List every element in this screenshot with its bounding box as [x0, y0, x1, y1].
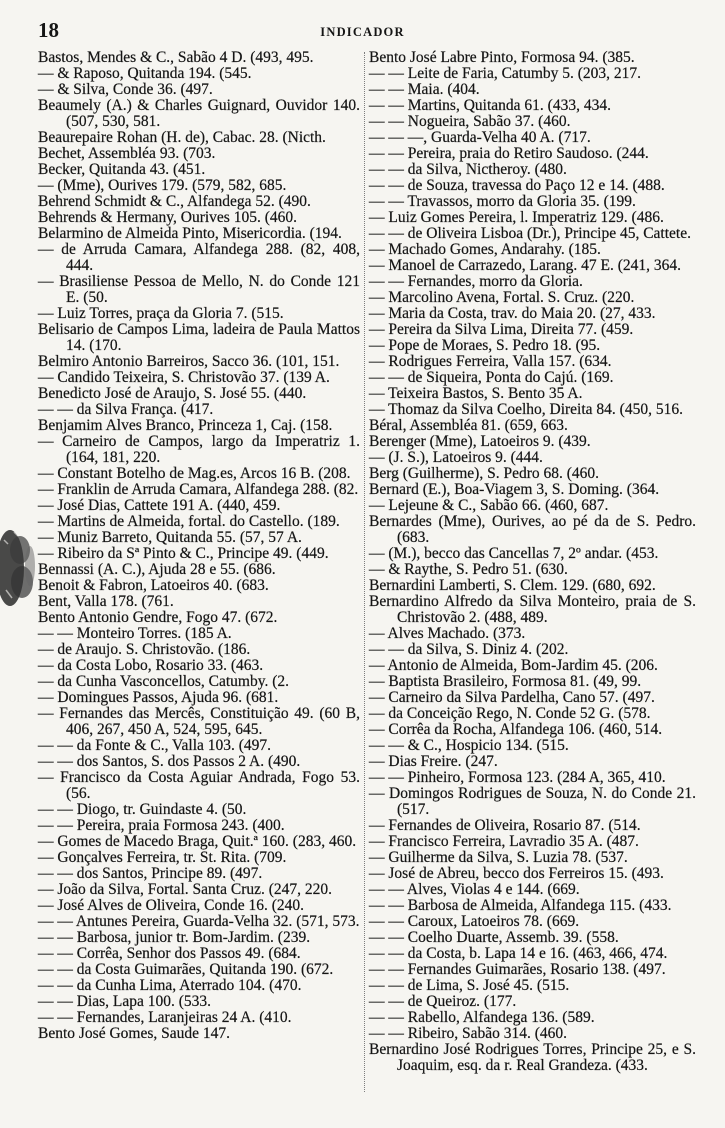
directory-entry: — — Nogueira, Sabão 37. (460. [369, 113, 571, 130]
directory-entry: — — Barbosa de Almeida, Alfandega 115. (433. [369, 897, 672, 914]
directory-entry: — Alves Machado. (373. [369, 625, 526, 642]
directory-entry: Behrends & Hermany, Ourives 105. (460. [38, 209, 297, 226]
directory-entry: — Rodrigues Ferreira, Valla 157. (634. [369, 353, 612, 370]
directory-entry: — Dias Freire. (247. [369, 753, 498, 770]
directory-entry: Bento José Gomes, Saude 147. [38, 1025, 231, 1042]
directory-entry: — — de Oliveira Lisboa (Dr.), Principe 45, Cattete. [369, 225, 691, 242]
directory-entry: — Franklin de Arruda Camara, Alfandega 288. (82. [38, 481, 359, 498]
directory-entry: Benjamim Alves Branco, Princeza 1, Caj. (158. [38, 417, 333, 434]
directory-entry: — — Fernandes Guimarães, Rosario 138. (497. [369, 961, 666, 978]
directory-entry: — — da Fonte & C., Valla 103. (497. [38, 737, 272, 754]
directory-entry: — da Costa Lobo, Rosario 33. (463. [38, 657, 264, 674]
directory-entry: — — Caroux, Latoeiros 78. (669. [369, 913, 580, 930]
column-right [369, 50, 696, 1074]
directory-entry: — — dos Santos, S. dos Passos 2 A. (490. [38, 753, 301, 770]
directory-entry: — — Pereira, praia Formosa 243. (400. [38, 817, 285, 834]
directory-entry: — Machado Gomes, Andarahy. (185. [369, 241, 601, 258]
directory-entry: Benedicto José de Araujo, S. José 55. (440. [38, 385, 307, 402]
directory-entry: — — Maia. (404. [369, 81, 480, 98]
directory-entry: — (Mme), Ourives 179. (579, 582, 685. [38, 177, 287, 194]
directory-entry: — Thomaz da Silva Coelho, Direita 84. (450, 516. [369, 401, 683, 418]
directory-entry: — Luiz Torres, praça da Gloria 7. (515. [38, 305, 284, 322]
directory-entry: — — Martins, Quitanda 61. (433, 434. [369, 97, 611, 114]
directory-entry: — da Conceição Rego, N. Conde 52 G. (578. [369, 705, 651, 722]
directory-entry: Bechet, Assembléa 93. (703. [38, 145, 216, 162]
directory-entry: — — da Silva, Nictheroy. (480. [369, 161, 567, 178]
directory-entry: — José de Abreu, becco dos Ferreiros 15. (493. [369, 865, 664, 882]
directory-entry: — Francisco da Costa Aguiar Andrada, Fogo 53. (56. [38, 769, 360, 802]
directory-entry: — Fernandes de Oliveira, Rosario 87. (514. [369, 817, 641, 834]
directory-entry: — José Dias, Cattete 191 A. (440, 459. [38, 497, 281, 514]
directory-entry: — Domingues Passos, Ajuda 96. (681. [38, 689, 279, 706]
directory-entry: — — —, Guarda-Velha 40 A. (717. [369, 129, 591, 146]
page-number: 18 [38, 18, 59, 42]
directory-entry: — Fernandes das Mercês, Constituição 49. (60 B, 406, 267, 450 A, 524, 595, 645. [38, 705, 360, 738]
directory-entry: — — & C., Hospicio 134. (515. [369, 737, 569, 754]
binding-stain [0, 520, 38, 615]
directory-entry: Becker, Quitanda 43. (451. [38, 161, 206, 178]
directory-entry: — Corrêa da Rocha, Alfandega 106. (460, 514. [369, 721, 663, 738]
directory-entry: — Carneiro da Silva Pardelha, Cano 57. (497. [369, 689, 655, 706]
directory-entry: — José Alves de Oliveira, Conde 16. (240. [38, 897, 305, 914]
directory-entry: — — Pereira, praia do Retiro Saudoso. (244. [369, 145, 649, 162]
directory-entry: — — Pinheiro, Formosa 123. (284 A, 365, 410. [369, 769, 666, 786]
directory-entry: — — Travassos, morro da Gloria 35. (199. [369, 193, 636, 210]
directory-entry: — (J. S.), Latoeiros 9. (444. [369, 449, 543, 466]
directory-entry: — — Dias, Lapa 100. (533. [38, 993, 212, 1010]
directory-entry: — Marcolino Avena, Fortal. S. Cruz. (220. [369, 289, 635, 306]
directory-entry: Benoit & Fabron, Latoeiros 40. (683. [38, 577, 269, 594]
directory-entry: — de Arruda Camara, Alfandega 288. (82, 408, 444. [38, 241, 360, 274]
directory-entry: — Constant Botelho de Mag.es, Arcos 16 B. (208. [38, 465, 351, 482]
directory-entry: — — da Cunha Lima, Aterrado 104. (470. [38, 977, 302, 994]
directory-entry: Belisario de Campos Lima, ladeira de Paula Mattos 14. (170. [38, 321, 360, 354]
directory-entry: — Gonçalves Ferreira, tr. St. Rita. (709. [38, 849, 287, 866]
directory-entry: Bernardes (Mme), Ourives, ao pé da de S. Pedro. (683. [369, 513, 696, 546]
directory-entry: — — de Lima, S. José 45. (515. [369, 977, 570, 994]
directory-entry: Bent, Valla 178. (761. [38, 593, 174, 610]
directory-entry: — Francisco Ferreira, Lavradio 35 A. (487. [369, 833, 639, 850]
directory-entry: — — de Souza, travessa do Paço 12 e 14. (488. [369, 177, 665, 194]
directory-entry: — Carneiro de Campos, largo da Imperatriz 1. (164, 181, 220. [38, 433, 360, 466]
directory-entry: Beaurepaire Rohan (H. de), Cabac. 28. (Nicth. [38, 129, 326, 146]
directory-entry: Bernardino José Rodrigues Torres, Principe 25, e S. Joaquim, esq. da r. Real Grandeza. (433. [369, 1041, 696, 1074]
directory-entry: — Teixeira Bastos, S. Bento 35 A. [369, 385, 583, 402]
directory-entry: Behrend Schmidt & C., Alfandega 52. (490. [38, 193, 311, 210]
directory-entry: — Guilherme da Silva, S. Luzia 78. (537. [369, 849, 628, 866]
directory-entry: — — Rabello, Alfandega 136. (589. [369, 1009, 595, 1026]
directory-entry: — — da Silva, S. Diniz 4. (202. [369, 641, 569, 658]
directory-entry: — — de Siqueira, Ponta do Cajú. (169. [369, 369, 614, 386]
directory-entry: Bernard (E.), Boa-Viagem 3, S. Doming. (364. [369, 481, 660, 498]
directory-entry: Béral, Assembléa 81. (659, 663. [369, 417, 568, 434]
directory-entry: — Luiz Gomes Pereira, l. Imperatriz 129. (486. [369, 209, 664, 226]
directory-entry: — — Fernandes, morro da Gloria. [369, 273, 583, 290]
directory-entry: — — Alves, Violas 4 e 144. (669. [369, 881, 580, 898]
directory-entry: — Lejeune & C., Sabão 66. (460, 687. [369, 497, 609, 514]
directory-entry: — da Cunha Vasconcellos, Catumby. (2. [38, 673, 289, 690]
directory-entry: — — Ribeiro, Sabão 314. (460. [369, 1025, 568, 1042]
column-left [38, 50, 360, 1042]
directory-entry: — — Monteiro Torres. (185 A. [38, 625, 232, 642]
directory-entry: — (M.), becco das Cancellas 7, 2º andar. (453. [369, 545, 659, 562]
directory-entry: — Manoel de Carrazedo, Larang. 47 E. (241, 364. [369, 257, 682, 274]
directory-entry: — & Silva, Conde 36. (497. [38, 81, 213, 98]
column-divider [364, 52, 365, 1092]
directory-entry: — Antonio de Almeida, Bom-Jardim 45. (206. [369, 657, 658, 674]
directory-entry: — Baptista Brasileiro, Formosa 81. (49, 99. [369, 673, 642, 690]
directory-entry: — — Diogo, tr. Guindaste 4. (50. [38, 801, 247, 818]
directory-entry: — — Corrêa, Senhor dos Passos 49. (684. [38, 945, 301, 962]
directory-entry: — — Barbosa, junior tr. Bom-Jardim. (239. [38, 929, 311, 946]
directory-entry: Bento Antonio Gendre, Fogo 47. (672. [38, 609, 278, 626]
directory-entry: Berg (Guilherme), S. Pedro 68. (460. [369, 465, 600, 482]
directory-entry: — — da Silva França. (417. [38, 401, 214, 418]
running-head: INDICADOR [320, 25, 405, 39]
directory-entry: — de Araujo. S. Christovão. (186. [38, 641, 251, 658]
directory-entry: — Muniz Barreto, Quitanda 55. (57, 57 A. [38, 529, 302, 546]
directory-entry: Bernardino Alfredo da Silva Monteiro, praia de S. Christovão 2. (488, 489. [369, 593, 696, 626]
directory-entry: — — dos Santos, Principe 89. (497. [38, 865, 263, 882]
directory-entry: — João da Silva, Fortal. Santa Cruz. (247, 220. [38, 881, 333, 898]
directory-entry: — — Coelho Duarte, Assemb. 39. (558. [369, 929, 619, 946]
directory-entry: — Candido Teixeira, S. Christovão 37. (139 A. [38, 369, 330, 386]
directory-entry: Belarmino de Almeida Pinto, Misericordia. (194. [38, 225, 342, 242]
directory-entry: Berenger (Mme), Latoeiros 9. (439. [369, 433, 591, 450]
directory-entry: — Maria da Costa, trav. do Maia 20. (27, 433. [369, 305, 656, 322]
directory-entry: Bento José Labre Pinto, Formosa 94. (385. [369, 49, 635, 66]
directory-entry: — & Raposo, Quitanda 194. (545. [38, 65, 252, 82]
directory-entry: Belmiro Antonio Barreiros, Sacco 36. (101, 151. [38, 353, 340, 370]
directory-entry: — Domingos Rodrigues de Souza, N. do Conde 21. (517. [369, 785, 696, 818]
directory-entry: — — da Costa Guimarães, Quitanda 190. (672. [38, 961, 334, 978]
directory-entry: — — de Queiroz. (177. [369, 993, 517, 1010]
directory-entry: — — Fernandes, Laranjeiras 24 A. (410. [38, 1009, 292, 1026]
directory-entry: — — da Costa, b. Lapa 14 e 16. (463, 466, 474. [369, 945, 668, 962]
directory-entry: — Martins de Almeida, fortal. do Castello. (189. [38, 513, 340, 530]
directory-entry: — Brasiliense Pessoa de Mello, N. do Conde 121 E. (50. [38, 273, 360, 306]
directory-entry: — — Leite de Faria, Catumby 5. (203, 217. [369, 65, 642, 82]
directory-entry: — Ribeiro da Sª Pinto & C., Principe 49. (449. [38, 545, 329, 562]
directory-entry: — — Antunes Pereira, Guarda-Velha 32. (571, 573. [38, 913, 360, 930]
directory-entry: — Pereira da Silva Lima, Direita 77. (459. [369, 321, 634, 338]
directory-entry: — Pope de Moraes, S. Pedro 18. (95. [369, 337, 601, 354]
directory-entry: Bernardini Lamberti, S. Clem. 129. (680, 692. [369, 577, 656, 594]
directory-entry: — & Raythe, S. Pedro 51. (630. [369, 561, 568, 578]
directory-entry: — Gomes de Macedo Braga, Quit.ª 160. (283, 460. [38, 833, 357, 850]
directory-entry: Beaumely (A.) & Charles Guignard, Ouvidor 140. (507, 530, 581. [38, 97, 360, 130]
directory-entry: Bennassi (A. C.), Ajuda 28 e 55. (686. [38, 561, 276, 578]
directory-entry: Bastos, Mendes & C., Sabão 4 D. (493, 495. [38, 49, 314, 66]
